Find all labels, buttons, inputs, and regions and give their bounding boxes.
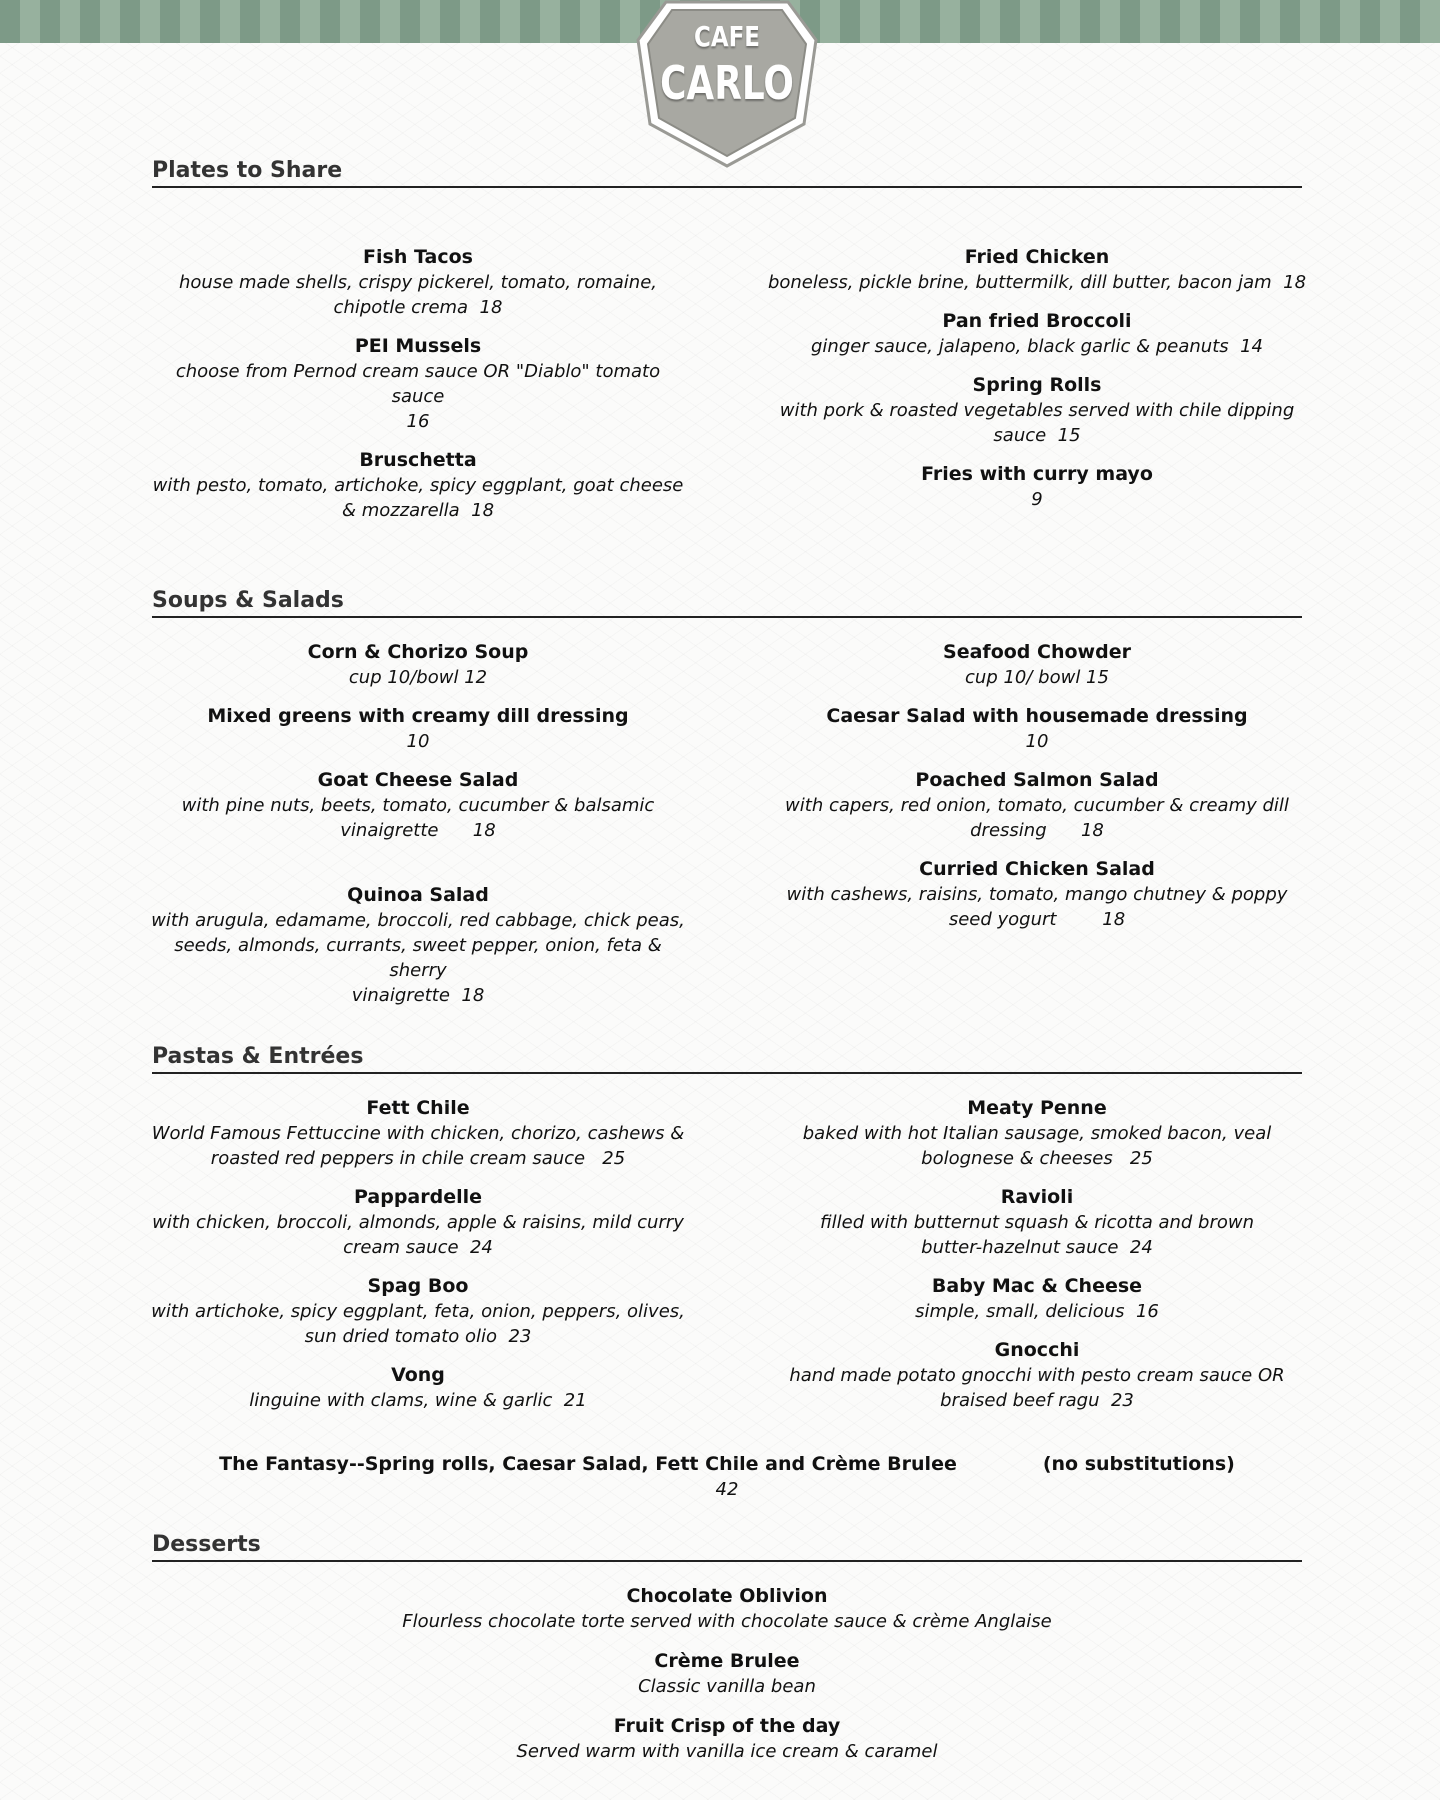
- item-description: World Famous Fettuccine with chicken, chorizo, cashews & roasted red peppers in chile cream sauce 25: [151, 1123, 685, 1169]
- item-name: Goat Cheese Salad: [317, 769, 519, 791]
- item-name: Ravioli: [1000, 1186, 1074, 1208]
- item-description: cup 10/ bowl 15: [965, 667, 1109, 688]
- section-title-pastas: Pastas & Entrées: [152, 1044, 1302, 1074]
- pastas-left-column: [148, 1096, 688, 1427]
- menu-item: [148, 768, 688, 843]
- menu-item: [148, 1185, 688, 1260]
- item-name: Meaty Penne: [967, 1097, 1107, 1119]
- menu-item: [767, 462, 1307, 512]
- item-name: PEI Mussels: [354, 335, 482, 357]
- menu-item: [767, 768, 1307, 843]
- item-description: hand made potato gnocchi with pesto cream sauce OR braised beef ragu 23: [789, 1365, 1285, 1411]
- item-name: Corn & Chorizo Soup: [307, 641, 529, 663]
- item-name: Caesar Salad with housemade dressing: [826, 705, 1248, 727]
- desserts-column: [152, 1584, 1302, 1779]
- menu-item: [767, 309, 1307, 359]
- item-description: with chicken, broccoli, almonds, apple & raisins, mild curry cream sauce 24: [152, 1212, 684, 1258]
- item-description: Classic vanilla bean: [638, 1676, 816, 1697]
- menu-item: [767, 857, 1307, 932]
- item-name: Fish Tacos: [363, 246, 473, 268]
- item-description: 9: [1031, 489, 1043, 510]
- cafe-logo: [636, 0, 818, 168]
- item-description: with pine nuts, beets, tomato, cucumber & balsamic vinaigrette 18: [181, 795, 655, 841]
- item-name: Pappardelle: [353, 1186, 483, 1208]
- item-description: Served warm with vanilla ice cream & caramel: [516, 1741, 938, 1762]
- item-name: The Fantasy--Spring rolls, Caesar Salad, Fett Chile and Crème Brulee (no substitutions): [219, 1453, 1235, 1475]
- item-name: Baby Mac & Cheese: [931, 1275, 1143, 1297]
- fantasy-set-menu: [152, 1452, 1302, 1502]
- item-description: linguine with clams, wine & garlic 21: [249, 1390, 587, 1411]
- item-name: Poached Salmon Salad: [915, 769, 1159, 791]
- logo-text-cafe: CAFE: [693, 20, 760, 53]
- item-name: Fett Chile: [366, 1097, 470, 1119]
- item-name: Fruit Crisp of the day: [613, 1715, 841, 1737]
- item-description: ginger sauce, jalapeno, black garlic & peanuts 14: [811, 336, 1263, 357]
- menu-item: [148, 448, 688, 523]
- item-description: house made shells, crispy pickerel, tomato, romaine, chipotle crema 18: [178, 272, 658, 318]
- item-name: Mixed greens with creamy dill dressing: [207, 705, 629, 727]
- item-description: choose from Pernod cream sauce OR "Diablo" tomato sauce 16: [175, 361, 661, 432]
- menu-item: [152, 1714, 1302, 1764]
- pastas-right-column: [767, 1096, 1307, 1427]
- menu-item: [148, 704, 688, 754]
- menu-item: [767, 245, 1307, 295]
- item-description: simple, small, delicious 16: [915, 1301, 1159, 1322]
- item-description: with arugula, edamame, broccoli, red cabbage, chick peas, seeds, almonds, currants, sweet pepper, onion, feta & sherry vinaigrette 18: [151, 910, 685, 1006]
- menu-item: [767, 1185, 1307, 1260]
- menu-item: [152, 1649, 1302, 1699]
- item-description: with artichoke, spicy eggplant, feta, onion, peppers, olives, sun dried tomato olio 23: [151, 1301, 685, 1347]
- soups-right-column: [767, 640, 1307, 946]
- item-name: Crème Brulee: [654, 1650, 800, 1672]
- menu-item: [767, 1274, 1307, 1324]
- section-title-plates: Plates to Share: [152, 158, 1302, 188]
- item-description: baked with hot Italian sausage, smoked bacon, veal bolognese & cheeses 25: [802, 1123, 1272, 1169]
- menu-item: [148, 245, 688, 320]
- item-description: with pesto, tomato, artichoke, spicy eggplant, goat cheese & mozzarella 18: [152, 475, 684, 521]
- item-name: Chocolate Oblivion: [626, 1585, 828, 1607]
- plates-right-column: [767, 245, 1307, 526]
- item-description: with cashews, raisins, tomato, mango chutney & poppy seed yogurt 18: [786, 884, 1288, 930]
- item-description: with capers, red onion, tomato, cucumber & creamy dill dressing 18: [785, 795, 1289, 841]
- menu-item: [767, 1096, 1307, 1171]
- item-name: Curried Chicken Salad: [919, 858, 1155, 880]
- menu-item: [767, 1338, 1307, 1413]
- item-name: Spag Boo: [367, 1275, 469, 1297]
- item-description: with pork & roasted vegetables served with chile dipping sauce 15: [779, 400, 1295, 446]
- item-description: Flourless chocolate torte served with chocolate sauce & crème Anglaise: [402, 1611, 1052, 1632]
- section-title-soups: Soups & Salads: [152, 588, 1302, 618]
- item-name: Spring Rolls: [972, 374, 1102, 396]
- menu-item: [152, 1584, 1302, 1634]
- item-name: Fried Chicken: [964, 246, 1110, 268]
- menu-item: [148, 1363, 688, 1413]
- menu-item: [148, 883, 688, 1008]
- item-name: Seafood Chowder: [943, 641, 1131, 663]
- item-description: 10: [1025, 731, 1049, 752]
- menu-item: [767, 640, 1307, 690]
- item-description: cup 10/bowl 12: [348, 667, 488, 688]
- item-description: boneless, pickle brine, buttermilk, dill butter, bacon jam 18: [767, 272, 1307, 293]
- plates-left-column: [148, 245, 688, 537]
- item-name: Fries with curry mayo: [921, 463, 1153, 485]
- item-description: filled with butternut squash & ricotta and brown butter-hazelnut sauce 24: [819, 1212, 1255, 1258]
- item-name: Gnocchi: [994, 1339, 1080, 1361]
- item-name: Bruschetta: [359, 449, 477, 471]
- item-name: Vong: [391, 1364, 445, 1386]
- item-description: 10: [406, 731, 430, 752]
- section-title-desserts: Desserts: [152, 1532, 1302, 1562]
- menu-item: [148, 334, 688, 434]
- menu-item: [767, 373, 1307, 448]
- menu-item: [767, 704, 1307, 754]
- item-name: Quinoa Salad: [347, 884, 489, 906]
- soups-left-column: [148, 640, 688, 1022]
- menu-item: [148, 640, 688, 690]
- item-description: 42: [715, 1479, 739, 1500]
- item-name: Pan fried Broccoli: [942, 310, 1132, 332]
- menu-item: [148, 1096, 688, 1171]
- logo-text-carlo: CARLO: [660, 56, 794, 110]
- menu-item: [148, 1274, 688, 1349]
